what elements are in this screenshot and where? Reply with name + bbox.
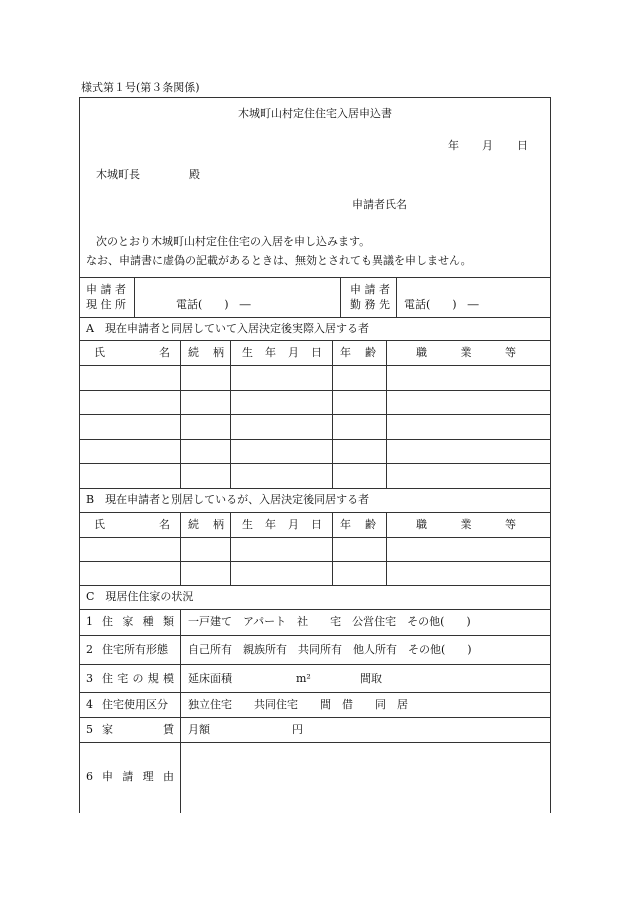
section-c-title: C 現居住住家の状況	[86, 590, 194, 603]
header-name: 氏 名	[94, 518, 170, 531]
row-4-no: 4	[86, 698, 93, 711]
date-day[interactable]: 日	[517, 139, 528, 152]
row-5-no: 5	[86, 723, 93, 736]
row-3-area-unit: m²	[296, 672, 311, 685]
header-age: 年 齢	[340, 518, 376, 531]
workplace-label-line1: 申 請 者	[350, 283, 390, 296]
row-2-label: 住宅所有形態	[102, 643, 168, 656]
row-3-no: 3	[86, 672, 93, 685]
applicant-name-label[interactable]: 申請者氏名	[352, 198, 407, 211]
row-3-area-label[interactable]: 延床面積	[188, 672, 232, 685]
addressee-honorific: 殿	[189, 168, 200, 181]
row-1-label: 住 家 種 類	[102, 615, 174, 628]
header-birthdate: 生 年 月 日	[242, 346, 322, 359]
row-6-no: 6	[86, 770, 93, 783]
row-1-no: 1	[86, 615, 93, 628]
addressee-name: 木城町長	[96, 168, 140, 181]
row-5-label: 家 賃	[102, 723, 174, 736]
statement-line-1: 次のとおり木城町山村定住住宅の入居を申し込みます。	[96, 235, 371, 248]
header-name: 氏 名	[94, 346, 170, 359]
row-3-rooms[interactable]: 間取	[360, 672, 382, 685]
residence-label-line2: 現 住 所	[86, 298, 126, 311]
row-4-value[interactable]: 独立住宅 共同住宅 間 借 同 居	[188, 698, 408, 711]
residence-label-line1: 申 請 者	[86, 283, 126, 296]
row-1-value[interactable]: 一戸建て アパート 社 宅 公営住宅 その他( )	[188, 615, 471, 628]
header-occupation: 職 業 等	[416, 346, 516, 359]
row-3-label: 住 宅 の 規 模	[102, 672, 174, 685]
statement-line-2: なお、申請書に虚偽の記載があるときは、無効とされても異議を申しません。	[86, 254, 472, 267]
row-2-no: 2	[86, 643, 93, 656]
date-year[interactable]: 年	[448, 139, 459, 152]
form-title: 木城町山村定住住宅入居申込書	[238, 107, 392, 120]
section-a-title: A 現在申請者と同居していて入居決定後実際入居する者	[86, 322, 369, 335]
residence-phone[interactable]: 電話( ) ―	[176, 298, 251, 311]
form-number: 様式第１号(第３条関係)	[81, 81, 200, 94]
row-5-rent-unit: 円	[292, 723, 303, 736]
header-occupation: 職 業 等	[416, 518, 516, 531]
header-relation: 続 柄	[188, 518, 224, 531]
date-month[interactable]: 月	[482, 139, 493, 152]
workplace-phone[interactable]: 電話( ) ―	[404, 298, 479, 311]
row-6-label: 申 請 理 由	[102, 770, 174, 783]
row-4-label: 住宅使用区分	[102, 698, 168, 711]
row-5-rent-label[interactable]: 月額	[188, 723, 210, 736]
workplace-label-line2: 勤 務 先	[350, 298, 390, 311]
header-birthdate: 生 年 月 日	[242, 518, 322, 531]
row-2-value[interactable]: 自己所有 親族所有 共同所有 他人所有 その他( )	[188, 643, 472, 656]
section-b-title: B 現在申請者と別居しているが、入居決定後同居する者	[86, 493, 370, 506]
header-age: 年 齢	[340, 346, 376, 359]
header-relation: 続 柄	[188, 346, 224, 359]
